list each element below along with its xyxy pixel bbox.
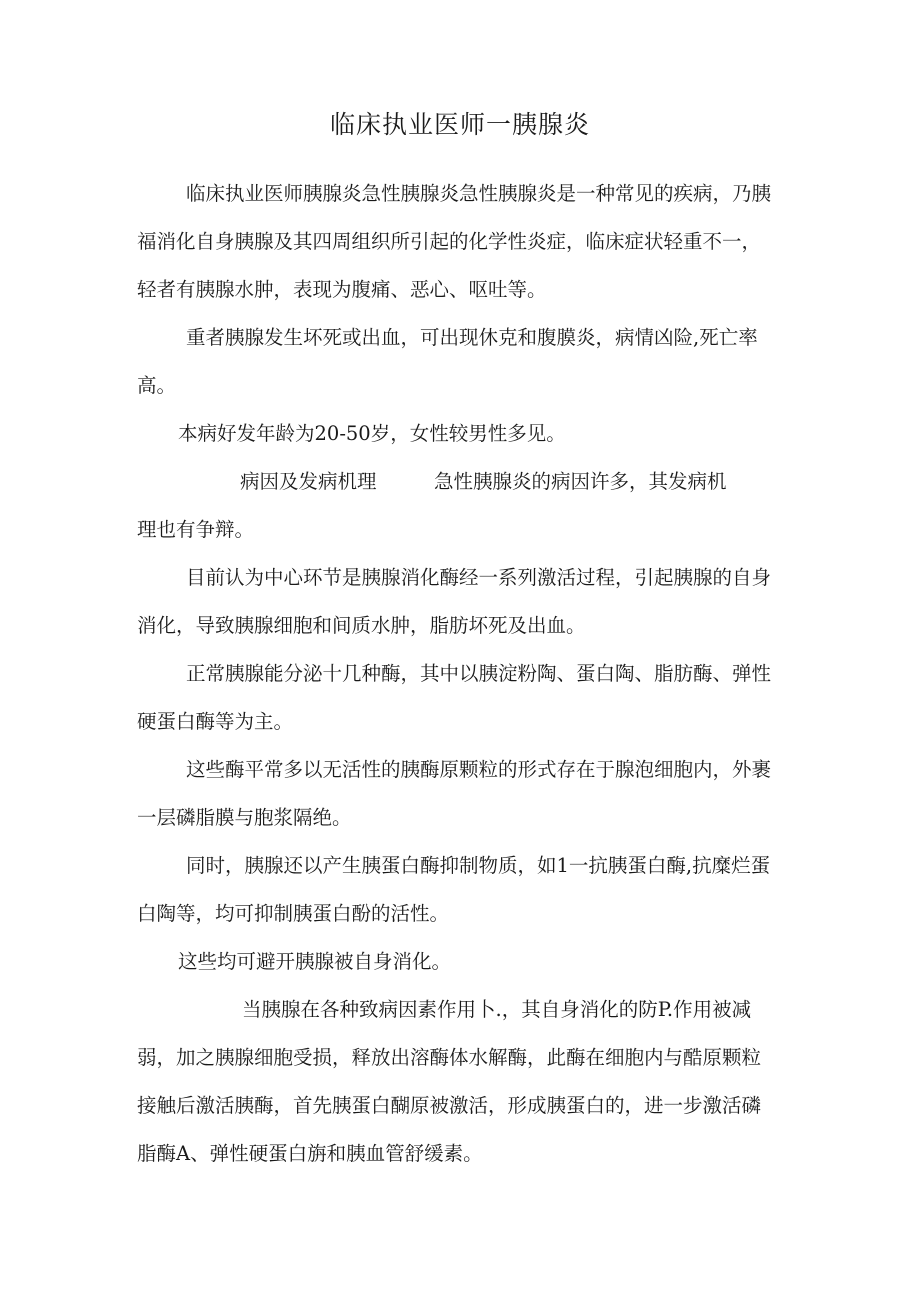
paragraph-line: 这些酶平常多以无活性的胰酶原颗粒的形式存在于腺泡细胞内，外裹 (186, 758, 772, 781)
paragraph-line: 硬蛋白酶等为主。 (137, 710, 294, 733)
paragraph-line: 福消化自身胰腺及其四周组织所引起的化学性炎症，临床症状轻重不一， (137, 230, 762, 253)
paragraph-line: 脂酶A、弹性硬蛋白旃和胰血管舒缓素。 (137, 1142, 483, 1165)
paragraph-line: 一层磷脂膜与胞浆隔绝。 (137, 806, 352, 829)
paragraph-line: 白陶等，均可抑制胰蛋白酚的活性。 (137, 902, 450, 925)
paragraph-line: 正常胰腺能分泌十几种酶，其中以胰淀粉陶、蛋白陶、脂肪酶、弹性 (186, 662, 772, 685)
paragraph-line: 目前认为中心环节是胰腺消化酶经一系列激活过程，引起胰腺的自身 (186, 566, 772, 589)
paragraph-line: 消化，导致胰腺细胞和间质水肿，脂肪坏死及出血。 (137, 614, 586, 637)
section-heading: 病因及发病机理 (240, 470, 377, 493)
paragraph-line: 弱，加之胰腺细胞受损，释放出溶酶体水解酶，此酶在细胞内与酷原颗粒 (137, 1046, 762, 1069)
paragraph-line: 当胰腺在各种致病因素作用卜.，其自身消化的防P.作用被减 (242, 998, 752, 1021)
paragraph-line: 同时，胰腺还以产生胰蛋白酶抑制物质，如1一抗胰蛋白酶,抗糜烂蛋 (186, 854, 771, 877)
paragraph-line: 本病好发年龄为20-50岁，女性较男性多见。 (178, 422, 566, 445)
document-title: 临床执业医师一胰腺炎 (329, 110, 590, 139)
paragraph-line: 轻者有胰腺水肿，表现为腹痛、恶心、呕吐等。 (137, 278, 547, 301)
paragraph-line: 理也有争辩。 (137, 518, 255, 541)
paragraph-line: 接触后激活胰酶，首先胰蛋白醐原被激活，形成胰蛋白的，进一步激活磷 (137, 1094, 762, 1117)
paragraph-line: 高。 (137, 374, 177, 397)
paragraph-line: 这些均可避开胰腺被自身消化。 (178, 950, 452, 973)
paragraph-line: 临床执业医师胰腺炎急性胰腺炎急性胰腺炎是一种常见的疾病，乃胰 (186, 182, 772, 205)
paragraph-line: 急性胰腺炎的病因许多，其发病机 (434, 470, 727, 493)
paragraph-line: 重者胰腺发生坏死或出血，可出现休克和腹膜炎，病情凶险,死亡率 (186, 326, 758, 349)
